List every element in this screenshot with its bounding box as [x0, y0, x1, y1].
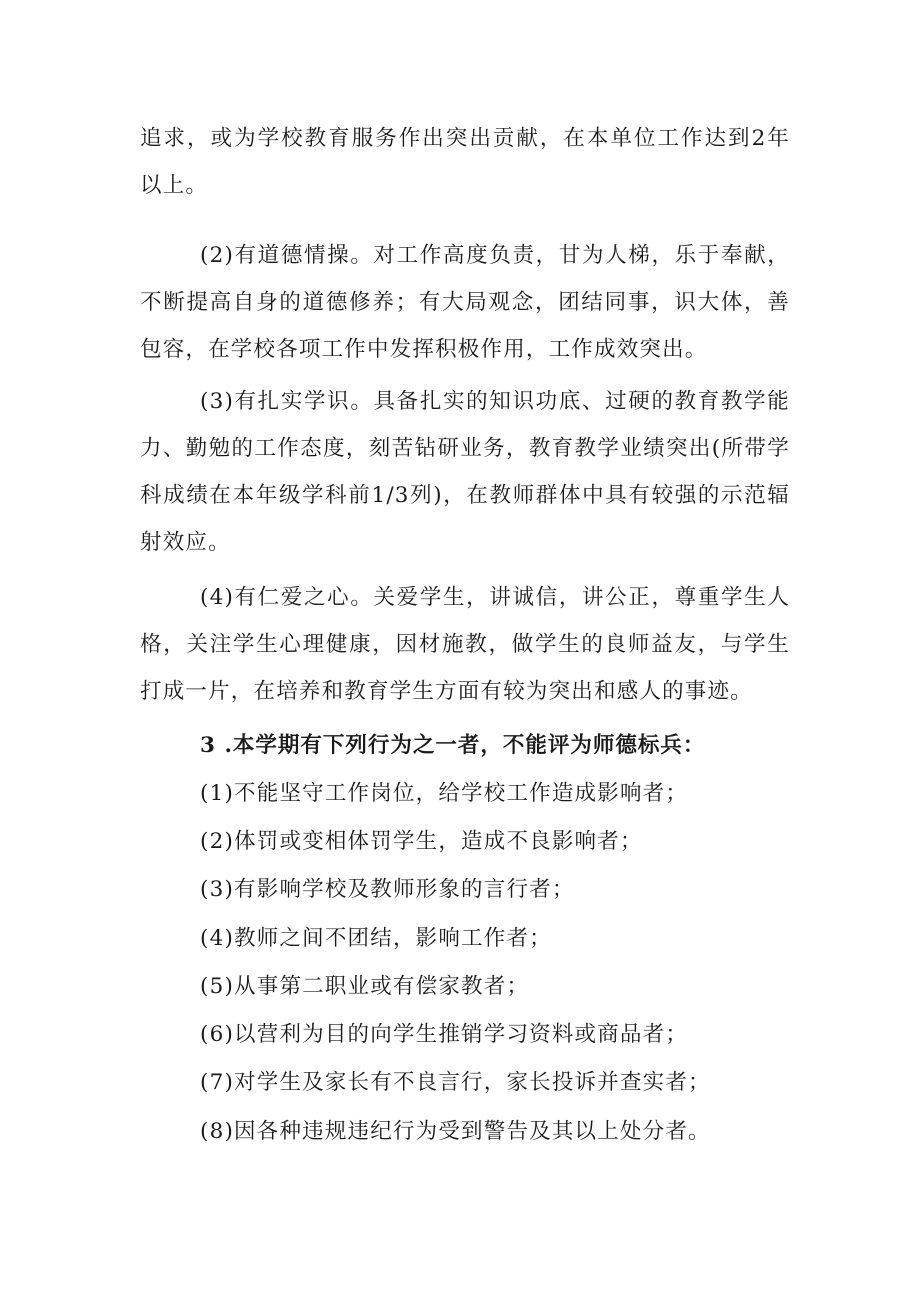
paragraph-solid-knowledge: (3)有扎实学识。具备扎实的知识功底、过硬的教育教学能力、勤勉的工作态度，刻苦钻研业务，教育教学业绩突出(所带学科成绩在本年级学科前1/3列)，在教师群体中具有较强的示范辐射效应。: [140, 389, 790, 555]
list-item: (5)从事第二职业或有偿家教者；: [200, 974, 530, 999]
list-item: (8)因各种违规违纪行为受到警告及其以上处分者。: [200, 1119, 711, 1144]
list-item: (4)教师之间不团结，影响工作者；: [200, 926, 552, 951]
list-item: (7)对学生及家长有不良言行，家长投诉并查实者；: [200, 1070, 711, 1095]
list-item: (1)不能坚守工作岗位，给学校工作造成影响者；: [200, 781, 689, 806]
list-item: (3)有影响学校及教师形象的言行者；: [200, 877, 575, 902]
list-item: (6)以营利为目的向学生推销学习资料或商品者；: [200, 1022, 689, 1047]
paragraph-continuation: 追求，或为学校教育服务作出突出贡献，在本单位工作达到2年以上。: [140, 126, 790, 198]
paragraph-moral-character: (2)有道德情操。对工作高度负责，甘为人梯，乐于奉献，不断提高自身的道德修养；有大局观念，团结同事，识大体，善包容，在学校各项工作中发挥积极作用，工作成效突出。: [140, 243, 790, 362]
section-heading: 3 .本学期有下列行为之一者，不能评为师德标兵：: [200, 733, 706, 758]
list-item: (2)体罚或变相体罚学生，造成不良影响者；: [200, 829, 643, 854]
paragraph-caring-heart: (4)有仁爱之心。关爱学生，讲诚信，讲公正，尊重学生人格，关注学生心理健康，因材施教，做学生的良师益友，与学生打成一片，在培养和教育学生方面有较为突出和感人的事迹。: [140, 585, 790, 704]
